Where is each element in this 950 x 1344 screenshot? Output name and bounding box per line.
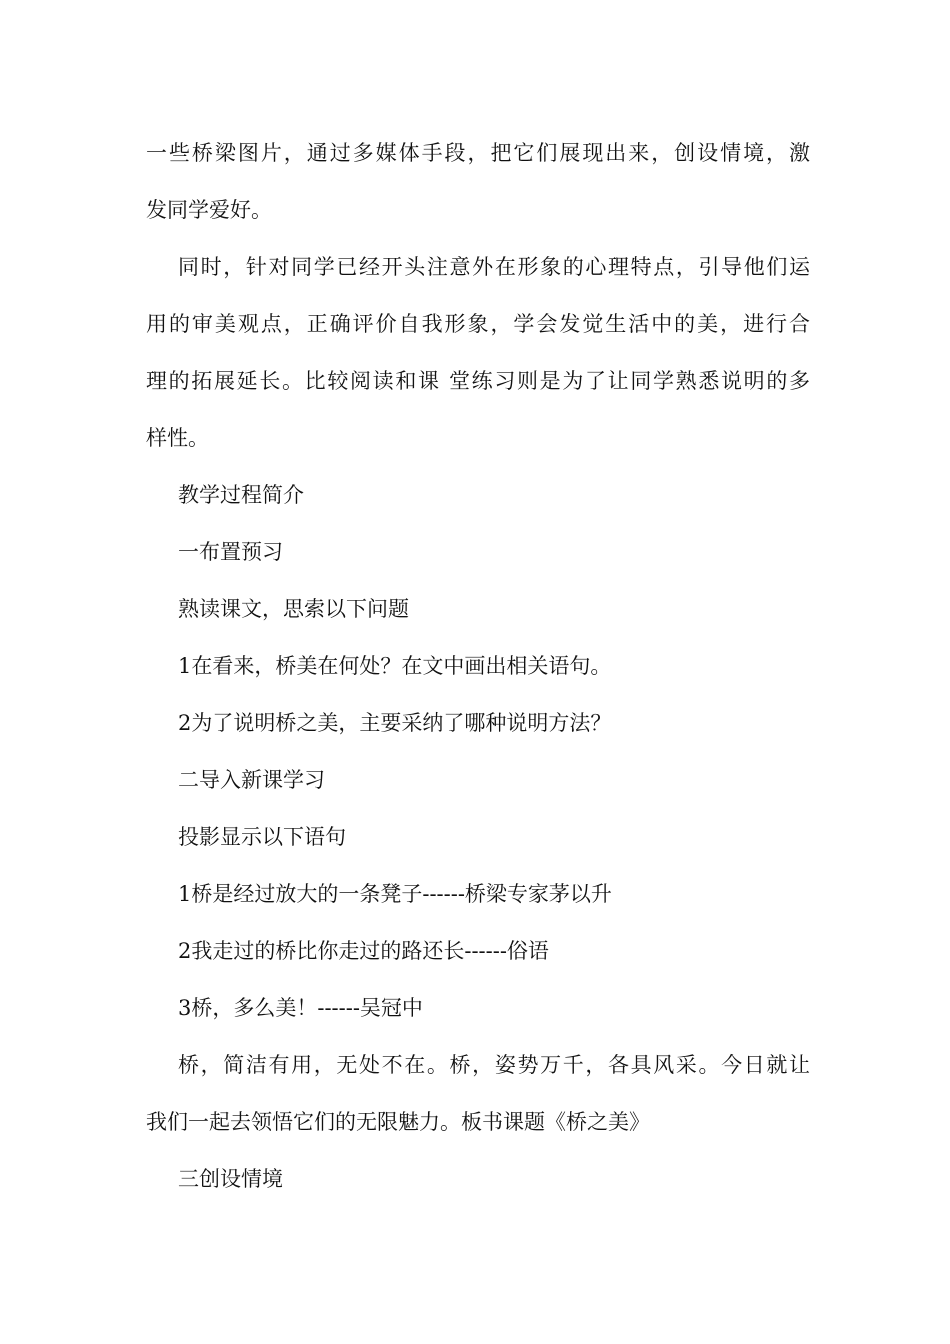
section-heading: 三创设情境 — [178, 1167, 283, 1191]
paragraph-line: 样性。 — [146, 426, 209, 450]
paragraph-line: 同时，针对同学已经开头注意外在形象的心理特点，引导他们运 — [178, 255, 810, 279]
paragraph-line: 理的拓展延长。比较阅读和课 堂练习则是为了让同学熟悉说明的多 — [146, 369, 810, 393]
paragraph-line: 发同学爱好。 — [146, 198, 272, 222]
list-item: 3桥，多么美！------吴冠中 — [178, 996, 423, 1020]
list-item: 2我走过的桥比你走过的路还长------俗语 — [178, 939, 549, 963]
list-item: 1在看来，桥美在何处？在文中画出相关语句。 — [178, 654, 612, 678]
section-heading: 二导入新课学习 — [178, 768, 325, 792]
paragraph-line: 桥，简洁有用，无处不在。桥，姿势万千，各具风采。今日就让 — [178, 1053, 810, 1077]
list-item: 2为了说明桥之美，主要采纳了哪种说明方法？ — [178, 711, 612, 735]
paragraph-line: 一些桥梁图片，通过多媒体手段，把它们展现出来，创设情境，激 — [146, 141, 810, 165]
list-item: 1桥是经过放大的一条凳子------桥梁专家茅以升 — [178, 882, 612, 906]
paragraph-line: 我们一起去领悟它们的无限魅力。板书课题《桥之美》 — [146, 1110, 650, 1134]
section-heading: 教学过程简介 — [178, 483, 304, 507]
paragraph-line: 用的审美观点，正确评价自我形象，学会发觉生活中的美，进行合 — [146, 312, 810, 336]
section-heading: 一布置预习 — [178, 540, 283, 564]
paragraph-line: 投影显示以下语句 — [178, 825, 346, 849]
paragraph-line: 熟读课文，思索以下问题 — [178, 597, 409, 621]
